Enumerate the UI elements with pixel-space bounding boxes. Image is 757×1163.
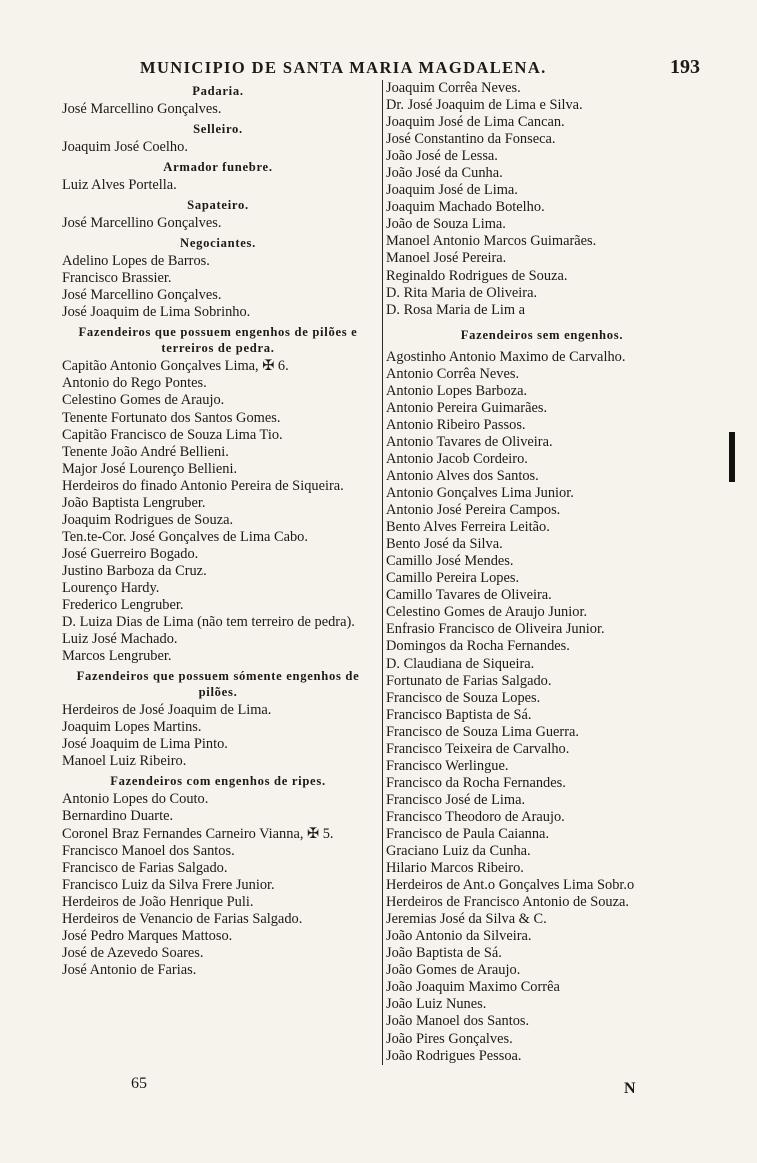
list-item: Reginaldo Rodrigues de Souza. (386, 267, 568, 284)
list-item: Joaquim José de Lima. (386, 182, 518, 199)
list-item: José de Azevedo Soares. (62, 944, 204, 961)
list-item: D. Rita Maria de Oliveira. (386, 284, 538, 301)
section-heading: Armador funebre. (163, 160, 273, 175)
list-item: Capitão Francisco de Souza Lima Tio. (62, 426, 283, 443)
list-item: José Marcellino Gonçalves. (62, 215, 222, 232)
list-item: Tenente Fortunato dos Santos Gomes. (62, 409, 281, 426)
list-item: Dr. José Joaquim de Lima e Silva. (386, 97, 583, 114)
list-item: Antonio José Pereira Campos. (386, 502, 561, 519)
list-item: Joaquim José Coelho. (62, 139, 188, 156)
list-item: Herdeiros do finado Antonio Pereira de Siqueira. (62, 477, 344, 494)
list-item: Capitão Antonio Gonçalves Lima, ✠ 6. (62, 358, 289, 375)
list-item: José Constantino da Fonseca. (386, 131, 556, 148)
list-item: Antonio Lopes Barboza. (386, 382, 528, 399)
footer-letter: N (624, 1080, 636, 1097)
list-item: João José da Cunha. (386, 165, 503, 182)
list-item: João Baptista Lengruber. (62, 494, 206, 511)
list-item: Fortunato de Farias Salgado. (386, 672, 552, 689)
list-item: João Joaquim Maximo Corrêa (386, 979, 560, 996)
list-item: Francisco Luiz da Silva Frere Junior. (62, 876, 275, 893)
list-item: Antonio Gonçalves Lima Junior. (386, 485, 574, 502)
list-item: Antonio Alves dos Santos. (386, 467, 539, 484)
list-item: Herdeiros de João Henrique Puli. (62, 893, 254, 910)
list-item: Herdeiros de Francisco Antonio de Souza. (386, 894, 629, 911)
list-item: Manoel José Pereira. (386, 250, 507, 267)
list-item: João Baptista de Sá. (386, 945, 502, 962)
list-item: Justino Barboza da Cruz. (62, 562, 207, 579)
list-item: Antonio do Rego Pontes. (62, 375, 207, 392)
list-item: D. Luiza Dias de Lima (não tem terreiro de pedra). (62, 614, 355, 631)
section-heading: Fazendeiros sem engenhos. (460, 327, 624, 342)
list-item: João Luiz Nunes. (386, 996, 487, 1013)
margin-mark (729, 432, 735, 482)
list-item: João Antonio da Silveira. (386, 928, 532, 945)
list-item: Manoel Antonio Marcos Guimarães. (386, 233, 597, 250)
section-heading: Padaria. (192, 84, 244, 98)
section-heading: Fazendeiros com engenhos de ripes. (110, 774, 326, 789)
list-item: Antonio Jacob Cordeiro. (386, 450, 528, 467)
list-item: Celestino Gomes de Araujo Junior. (386, 604, 588, 621)
right-column (382, 80, 698, 1065)
list-item: Frederico Lengruber. (62, 597, 184, 614)
list-item: José Guerreiro Bogado. (62, 545, 199, 562)
list-item: José Antonio de Farias. (62, 961, 197, 978)
list-item: Francisco Teixeira de Carvalho. (386, 740, 570, 757)
list-item: Camillo Tavares de Oliveira. (386, 587, 552, 604)
list-item: Francisco José de Lima. (386, 791, 526, 808)
list-item: Francisco Manoel dos Santos. (62, 842, 235, 859)
list-item: Antonio Pereira Guimarães. (386, 399, 548, 416)
section-heading: Selleiro. (193, 122, 243, 137)
list-item: Francisco Baptista de Sá. (386, 706, 532, 723)
list-item: Luiz José Machado. (62, 631, 178, 648)
list-item: José Marcellino Gonçalves. (62, 101, 222, 117)
section-heading: Negociantes. (180, 236, 256, 251)
list-item: Antonio Tavares de Oliveira. (386, 433, 553, 450)
list-item: João de Souza Lima. (386, 216, 506, 233)
list-item: Camillo Pereira Lopes. (386, 570, 520, 587)
list-item: Bento José da Silva. (386, 536, 503, 553)
list-item: Enfrasio Francisco de Oliveira Junior. (386, 621, 605, 638)
list-item: Bento Alves Ferreira Leitão. (386, 519, 550, 536)
list-item: José Joaquim de Lima Sobrinho. (62, 304, 251, 321)
list-item: José Joaquim de Lima Pinto. (62, 736, 228, 753)
list-item: Herdeiros de José Joaquim de Lima. (62, 702, 272, 719)
list-item: Hilario Marcos Ribeiro. (386, 860, 524, 877)
page-title: MUNICIPIO DE SANTA MARIA MAGDALENA. (140, 58, 547, 77)
list-item: Coronel Braz Fernandes Carneiro Vianna, ✠ 5. (62, 825, 334, 842)
list-item: Antonio Corrêa Neves. (386, 365, 520, 382)
list-item: João Rodrigues Pessoa. (386, 1047, 522, 1064)
list-item: Francisco de Paula Caianna. (386, 825, 550, 842)
list-item: Lourenço Hardy. (62, 579, 160, 596)
list-item: Joaquim Lopes Martins. (62, 719, 202, 736)
list-item: Joaquim José de Lima Cancan. (386, 114, 565, 131)
list-item: João Pires Gonçalves. (386, 1030, 513, 1047)
list-item: Bernardino Duarte. (62, 808, 174, 825)
signature-mark: 65 (131, 1075, 147, 1092)
list-item: Graciano Luiz da Cunha. (386, 843, 531, 860)
page-number: 193 (670, 56, 700, 78)
list-item: Francisco Theodoro de Araujo. (386, 808, 565, 825)
list-item: Francisco de Farias Salgado. (62, 859, 228, 876)
section-heading: Fazendeiros que possuem sómente engenhos de pilões. (76, 669, 360, 700)
list-item: João Gomes de Araujo. (386, 962, 521, 979)
list-item: Tenente João André Bellieni. (62, 443, 229, 460)
list-item: Luiz Alves Portella. (62, 177, 177, 194)
list-item: D. Claudiana de Siqueira. (386, 655, 535, 672)
list-item: João José de Lessa. (386, 148, 498, 165)
list-item: Camillo José Mendes. (386, 553, 514, 570)
list-item: Francisco da Rocha Fernandes. (386, 774, 566, 791)
list-item: José Pedro Marques Mattoso. (62, 927, 233, 944)
list-item: Joaquim Rodrigues de Souza. (62, 511, 234, 528)
list-item: D. Rosa Maria de Lim a (386, 301, 526, 318)
list-item: Francisco de Souza Lopes. (386, 689, 541, 706)
list-item: Herdeiros de Venancio de Farias Salgado. (62, 910, 303, 927)
list-item: Marcos Lengruber. (62, 648, 172, 665)
list-item: João Manoel dos Santos. (386, 1013, 530, 1030)
list-item: Francisco de Souza Lima Guerra. (386, 723, 580, 740)
list-item: Adelino Lopes de Barros. (62, 253, 210, 270)
list-item: Jeremias José da Silva & C. (386, 911, 547, 928)
list-item: Domingos da Rocha Fernandes. (386, 638, 570, 655)
list-item: Joaquim Corrêa Neves. (386, 80, 521, 96)
section-heading: Fazendeiros que possuem engenhos de pilões e terreiros de pedra. (78, 325, 358, 356)
list-item: Ten.te-Cor. José Gonçalves de Lima Cabo. (62, 528, 308, 545)
list-item: Francisco Werlingue. (386, 757, 509, 774)
list-item: Agostinho Antonio Maximo de Carvalho. (386, 348, 626, 365)
list-item: Celestino Gomes de Araujo. (62, 392, 225, 409)
section-heading: Sapateiro. (187, 198, 249, 213)
list-item: Manoel Luiz Ribeiro. (62, 753, 187, 770)
left-column (62, 80, 374, 979)
list-item: Major José Lourenço Bellieni. (62, 460, 238, 477)
list-item: Antonio Lopes do Couto. (62, 791, 209, 808)
list-item: Joaquim Machado Botelho. (386, 199, 545, 216)
list-item: Francisco Brassier. (62, 270, 172, 287)
list-item: José Marcellino Gonçalves. (62, 287, 222, 304)
list-item: Antonio Ribeiro Passos. (386, 416, 526, 433)
list-item: Herdeiros de Ant.o Gonçalves Lima Sobr.o (386, 877, 635, 894)
